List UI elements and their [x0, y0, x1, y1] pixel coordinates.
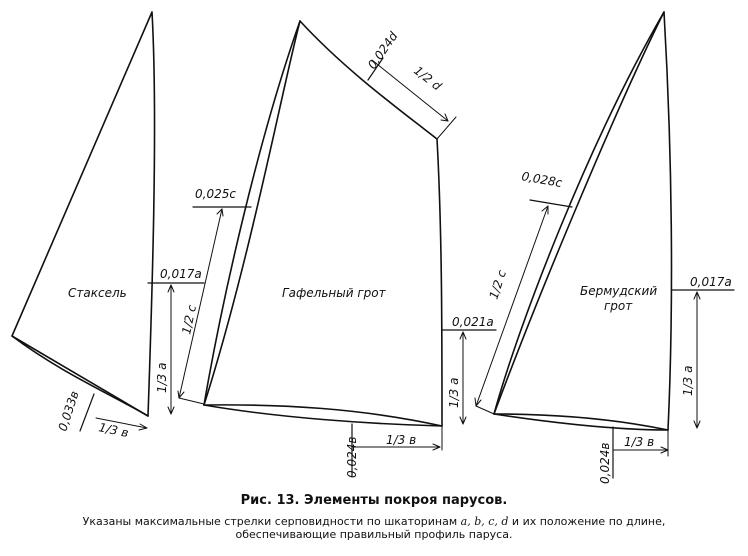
- staysail-diagram: [12, 12, 204, 431]
- gaff-luff-pos-label: 1/2 с: [179, 303, 200, 336]
- bermuda-luff-arrow-top: [542, 206, 548, 214]
- bermuda-tack-tick: [476, 406, 494, 414]
- gaff-foot-sag-label: 0,024в: [345, 436, 359, 478]
- bermuda-mainsail-foot-curve: [494, 414, 668, 430]
- staysail-leech-pos-label: 1/3 а: [155, 362, 169, 393]
- gaff-mainsail-name: Гафельный грот: [282, 286, 386, 300]
- staysail-luff-sag-line: [80, 394, 94, 431]
- caption-line2: обеспечивающие правильный профиль паруса.: [235, 528, 513, 541]
- gaff-luff-sag-label: 0,025с: [195, 187, 236, 201]
- staysail-leech-sag-label: 0,017а: [160, 267, 202, 281]
- gaff-leech-sag-label: 0,021а: [452, 315, 494, 329]
- bermuda-leech-pos-label: 1/3 а: [681, 365, 695, 396]
- gaff-luff-arrow-bottom: [178, 391, 184, 398]
- gaff-tack-tick: [179, 398, 204, 404]
- bermuda-mainsail-diagram: [475, 12, 734, 478]
- gaff-foot-pos-label: 1/3 в: [386, 433, 417, 447]
- staysail-luff-sag-label: 0,033в: [55, 389, 82, 433]
- caption-line1-end: и их положение по длине,: [511, 515, 666, 528]
- caption-line1-letters: a, b, c, d: [460, 515, 509, 528]
- bermuda-mainsail-outline: [494, 12, 671, 430]
- bermuda-foot-sag-label: 0,024в: [598, 442, 612, 484]
- gaff-luff-arrow-top: [217, 209, 223, 216]
- staysail-outline: [12, 12, 155, 416]
- gaff-head-pos-label: 1/2 d: [411, 63, 445, 94]
- figure-caption-title: Рис. 13. Элементы покроя парусов.: [240, 493, 508, 508]
- gaff-head-sag-label: 0,024d: [364, 29, 401, 72]
- staysail-luff-pos-label: 1/3 в: [97, 420, 130, 441]
- bermuda-mainsail-name-line1: Бермудский: [580, 284, 658, 298]
- bermuda-luff-sag-line: [530, 200, 572, 207]
- gaff-leech-pos-label: 1/3 а: [447, 377, 461, 408]
- bermuda-luff-dim-line: [476, 206, 548, 406]
- caption-line1-start: Указаны максимальные стрелки серповидности по шкаторинам: [82, 515, 458, 528]
- staysail-name: Стаксель: [68, 286, 127, 300]
- figure-caption-text: [20, 515, 728, 541]
- bermuda-mainsail-name-line2: грот: [604, 299, 633, 313]
- bermuda-foot-pos-label: 1/3 в: [624, 435, 655, 449]
- bermuda-luff-sag-label: 0,028с: [520, 169, 564, 191]
- bermuda-luff-pos-label: 1/2 с: [486, 268, 510, 301]
- bermuda-mainsail-luff-curve: [494, 12, 664, 414]
- bermuda-leech-sag-label: 0,017а: [690, 275, 732, 289]
- gaff-mainsail-outline: [204, 21, 445, 426]
